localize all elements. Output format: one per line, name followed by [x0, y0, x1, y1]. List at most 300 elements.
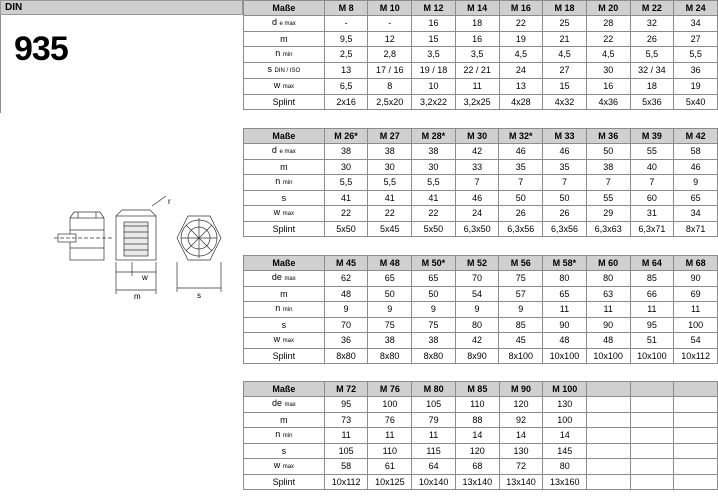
- value-cell: 6,3x56: [499, 222, 543, 237]
- table-header-row: [244, 382, 718, 397]
- value-cell: 24: [455, 206, 499, 222]
- value-cell: 130: [499, 444, 543, 459]
- row-label: s: [281, 319, 287, 330]
- row-label-cell: [244, 206, 325, 222]
- table-row: [244, 79, 718, 95]
- header-size-cell: M 90: [499, 382, 543, 397]
- value-cell: 68: [455, 459, 499, 475]
- row-label-cell: [244, 32, 325, 47]
- table-row: [244, 459, 718, 475]
- value-cell: 120: [455, 444, 499, 459]
- value-cell: 54: [674, 333, 718, 349]
- value-cell: 75: [499, 271, 543, 287]
- header-size-cell: M 48: [368, 256, 412, 271]
- value-cell: 90: [543, 318, 587, 333]
- table-row: [244, 413, 718, 428]
- header-size-cell: M 68: [674, 256, 718, 271]
- value-cell: 24: [499, 63, 543, 79]
- value-cell: 42: [455, 144, 499, 160]
- value-cell: [674, 397, 718, 413]
- value-cell: 4x32: [543, 95, 587, 110]
- value-cell: 11: [368, 428, 412, 444]
- dim-label-w: w: [142, 273, 148, 282]
- value-cell: 26: [630, 32, 674, 47]
- value-cell: 42: [455, 333, 499, 349]
- value-cell: 10x100: [586, 349, 630, 364]
- dim-label-r: r: [168, 197, 171, 206]
- value-cell: 88: [455, 413, 499, 428]
- row-label-subscript: max: [282, 464, 295, 470]
- value-cell: 73: [324, 413, 368, 428]
- value-cell: 5,5: [324, 175, 368, 191]
- header-size-cell: M 22: [630, 1, 674, 16]
- row-label-cell: [244, 428, 325, 444]
- spec-table-1: [243, 0, 718, 110]
- row-label-cell: [244, 271, 325, 287]
- value-cell: 80: [543, 459, 587, 475]
- header-size-cell: M 39: [630, 129, 674, 144]
- row-label-cell: [244, 79, 325, 95]
- value-cell: [674, 444, 718, 459]
- value-cell: [674, 475, 718, 490]
- row-label: de: [271, 272, 282, 282]
- header-size-cell: M 58*: [543, 256, 587, 271]
- row-label-cell: [244, 397, 325, 413]
- table-row: [244, 16, 718, 32]
- value-cell: 29: [586, 206, 630, 222]
- row-label-cell: [244, 413, 325, 428]
- row-label-subscript: DIN / ISO: [274, 68, 301, 74]
- value-cell: 36: [674, 63, 718, 79]
- value-cell: 3,2x22: [412, 95, 456, 110]
- header-size-cell: M 64: [630, 256, 674, 271]
- value-cell: 14: [455, 428, 499, 444]
- value-cell: 10x140: [412, 475, 456, 490]
- value-cell: 10x100: [543, 349, 587, 364]
- value-cell: 5x50: [324, 222, 368, 237]
- header-label-cell: Maße: [244, 1, 325, 16]
- value-cell: 36: [324, 333, 368, 349]
- row-label: d: [271, 145, 277, 155]
- value-cell: [630, 413, 674, 428]
- value-cell: 95: [324, 397, 368, 413]
- header-size-cell: M 50*: [412, 256, 456, 271]
- row-label-subscript: min: [282, 433, 293, 439]
- value-cell: 3,5: [455, 47, 499, 63]
- header-size-cell: M 10: [368, 1, 412, 16]
- value-cell: 90: [586, 318, 630, 333]
- row-label-cell: [244, 63, 325, 79]
- value-cell: 32 / 34: [630, 63, 674, 79]
- value-cell: 34: [674, 16, 718, 32]
- value-cell: 10: [412, 79, 456, 95]
- value-cell: 8x100: [499, 349, 543, 364]
- value-cell: 19: [674, 79, 718, 95]
- header-size-cell: M 30: [455, 129, 499, 144]
- value-cell: 13x160: [543, 475, 587, 490]
- value-cell: 11: [630, 302, 674, 318]
- value-cell: 115: [412, 444, 456, 459]
- value-cell: 30: [368, 160, 412, 175]
- value-cell: 8x80: [324, 349, 368, 364]
- row-label-cell: [244, 222, 325, 237]
- row-label: m: [280, 161, 288, 172]
- header-size-cell: [674, 382, 718, 397]
- value-cell: 11: [412, 428, 456, 444]
- value-cell: 80: [455, 318, 499, 333]
- row-label-cell: [244, 144, 325, 160]
- value-cell: 19 / 18: [412, 63, 456, 79]
- value-cell: 70: [455, 271, 499, 287]
- value-cell: [587, 413, 631, 428]
- din-header: [0, 0, 243, 15]
- row-label-cell: [244, 160, 325, 175]
- value-cell: 27: [543, 63, 587, 79]
- value-cell: 5,5: [674, 47, 718, 63]
- value-cell: 28: [586, 16, 630, 32]
- value-cell: 65: [368, 271, 412, 287]
- value-cell: [674, 428, 718, 444]
- value-cell: 11: [674, 302, 718, 318]
- value-cell: 35: [543, 160, 587, 175]
- value-cell: 13: [324, 63, 368, 79]
- table-row: [244, 144, 718, 160]
- header-size-cell: M 27: [368, 129, 412, 144]
- value-cell: 130: [543, 397, 587, 413]
- row-label-cell: [244, 444, 325, 459]
- value-cell: 63: [586, 287, 630, 302]
- dim-label-m: m: [134, 292, 141, 301]
- header-size-cell: M 24: [674, 1, 718, 16]
- value-cell: 8x80: [412, 349, 456, 364]
- value-cell: 66: [630, 287, 674, 302]
- value-cell: 16: [586, 79, 630, 95]
- row-label-subscript: max: [282, 84, 295, 90]
- value-cell: 30: [324, 160, 368, 175]
- value-cell: 16: [412, 16, 456, 32]
- value-cell: 110: [368, 444, 412, 459]
- value-cell: 7: [630, 175, 674, 191]
- value-cell: [587, 459, 631, 475]
- value-cell: [630, 428, 674, 444]
- header-size-cell: [587, 382, 631, 397]
- value-cell: 65: [543, 287, 587, 302]
- value-cell: 100: [368, 397, 412, 413]
- value-cell: 26: [499, 206, 543, 222]
- value-cell: 30: [586, 63, 630, 79]
- value-cell: 26: [543, 206, 587, 222]
- table-row: [244, 191, 718, 206]
- value-cell: 62: [324, 271, 368, 287]
- value-cell: 48: [586, 333, 630, 349]
- value-cell: 7: [586, 175, 630, 191]
- value-cell: 55: [586, 191, 630, 206]
- header-size-cell: M 76: [368, 382, 412, 397]
- value-cell: [630, 459, 674, 475]
- value-cell: 5x45: [368, 222, 412, 237]
- table-row: [244, 349, 718, 364]
- value-cell: 9: [368, 302, 412, 318]
- header-size-cell: M 28*: [412, 129, 456, 144]
- value-cell: [674, 413, 718, 428]
- value-cell: 5x36: [630, 95, 674, 110]
- value-cell: 9: [412, 302, 456, 318]
- header-size-cell: M 60: [586, 256, 630, 271]
- table-row: [244, 271, 718, 287]
- value-cell: 22: [368, 206, 412, 222]
- header-size-cell: M 26*: [324, 129, 368, 144]
- row-label: de: [271, 398, 282, 408]
- row-label: n: [275, 303, 281, 313]
- value-cell: 38: [324, 144, 368, 160]
- value-cell: -: [324, 16, 368, 32]
- row-label-cell: [244, 475, 325, 490]
- row-label-subscript: min: [282, 180, 293, 186]
- value-cell: 57: [499, 287, 543, 302]
- value-cell: 6,3x56: [543, 222, 587, 237]
- table-header-row: [244, 256, 718, 271]
- row-label-cell: [244, 318, 325, 333]
- row-label: n: [275, 429, 281, 439]
- value-cell: 15: [412, 32, 456, 47]
- value-cell: 58: [674, 144, 718, 160]
- row-label: m: [280, 414, 288, 425]
- value-cell: 2,5: [324, 47, 368, 63]
- header-label-cell: Maße: [244, 129, 325, 144]
- value-cell: 11: [324, 428, 368, 444]
- table-row: [244, 428, 718, 444]
- spec-table-2: [243, 128, 718, 237]
- row-label-subscript: max: [282, 211, 295, 217]
- value-cell: 100: [674, 318, 718, 333]
- value-cell: 2,8: [368, 47, 412, 63]
- value-cell: 8x90: [455, 349, 499, 364]
- value-cell: [630, 397, 674, 413]
- value-cell: 11: [543, 302, 587, 318]
- value-cell: 46: [455, 191, 499, 206]
- table-row: [244, 206, 718, 222]
- header-size-cell: M 33: [543, 129, 587, 144]
- header-size-cell: M 100: [543, 382, 587, 397]
- row-label: d: [271, 17, 277, 27]
- value-cell: 22: [412, 206, 456, 222]
- din-number: 935: [14, 30, 68, 68]
- row-label: Splint: [272, 223, 296, 234]
- table-row: [244, 397, 718, 413]
- value-cell: 38: [368, 144, 412, 160]
- value-cell: 41: [368, 191, 412, 206]
- value-cell: 92: [499, 413, 543, 428]
- value-cell: 4x28: [499, 95, 543, 110]
- value-cell: 13x140: [455, 475, 499, 490]
- value-cell: 41: [412, 191, 456, 206]
- value-cell: 5x50: [412, 222, 456, 237]
- value-cell: 22: [586, 32, 630, 47]
- row-label-subscript: min: [282, 52, 293, 58]
- value-cell: 10x112: [324, 475, 368, 490]
- row-label-cell: [244, 95, 325, 110]
- header-label-cell: Maße: [244, 256, 325, 271]
- table-row: [244, 444, 718, 459]
- value-cell: 90: [674, 271, 718, 287]
- value-cell: [630, 444, 674, 459]
- row-label-subscript: max: [282, 338, 295, 344]
- row-label: w: [273, 334, 281, 344]
- row-label: n: [275, 176, 281, 186]
- value-cell: 33: [455, 160, 499, 175]
- value-cell: 80: [586, 271, 630, 287]
- table-header-row: [244, 1, 718, 16]
- value-cell: 34: [674, 206, 718, 222]
- value-cell: 5,5: [412, 175, 456, 191]
- value-cell: 13x140: [499, 475, 543, 490]
- value-cell: [587, 444, 631, 459]
- value-cell: 75: [412, 318, 456, 333]
- row-label-subscript: max: [284, 276, 296, 282]
- row-label-cell: [244, 191, 325, 206]
- value-cell: 46: [674, 160, 718, 175]
- value-cell: 100: [543, 413, 587, 428]
- row-label: w: [273, 80, 281, 90]
- value-cell: [587, 428, 631, 444]
- header-size-cell: M 14: [455, 1, 499, 16]
- value-cell: [630, 475, 674, 490]
- value-cell: 22: [324, 206, 368, 222]
- header-size-cell: M 42: [674, 129, 718, 144]
- value-cell: 5,5: [368, 175, 412, 191]
- header-size-cell: M 8: [324, 1, 368, 16]
- value-cell: 105: [412, 397, 456, 413]
- value-cell: 18: [630, 79, 674, 95]
- row-label: n: [275, 48, 281, 58]
- table-row: [244, 175, 718, 191]
- header-size-cell: M 56: [499, 256, 543, 271]
- table-row: [244, 333, 718, 349]
- row-label-cell: [244, 16, 325, 32]
- value-cell: 14: [543, 428, 587, 444]
- value-cell: 19: [499, 32, 543, 47]
- value-cell: 6,3x50: [455, 222, 499, 237]
- row-label-subscript: max: [284, 402, 296, 408]
- table-row: [244, 222, 718, 237]
- row-label: s: [267, 64, 273, 74]
- header-size-cell: M 20: [586, 1, 630, 16]
- value-cell: 35: [499, 160, 543, 175]
- value-cell: 50: [368, 287, 412, 302]
- value-cell: 110: [455, 397, 499, 413]
- value-cell: [587, 397, 631, 413]
- value-cell: 11: [455, 79, 499, 95]
- value-cell: -: [368, 16, 412, 32]
- table-row: [244, 318, 718, 333]
- value-cell: 21: [543, 32, 587, 47]
- header-size-cell: M 72: [324, 382, 368, 397]
- value-cell: 60: [630, 191, 674, 206]
- row-label-subscript: min: [282, 307, 293, 313]
- value-cell: 79: [412, 413, 456, 428]
- nut-crown-top: [70, 212, 104, 218]
- value-cell: [587, 475, 631, 490]
- value-cell: 16: [455, 32, 499, 47]
- row-label-cell: [244, 333, 325, 349]
- value-cell: 54: [455, 287, 499, 302]
- value-cell: 50: [499, 191, 543, 206]
- value-cell: 6,3x71: [630, 222, 674, 237]
- value-cell: 25: [543, 16, 587, 32]
- value-cell: 75: [368, 318, 412, 333]
- header-size-cell: M 52: [455, 256, 499, 271]
- value-cell: 50: [543, 191, 587, 206]
- technical-drawing: [50, 196, 240, 306]
- value-cell: 17 / 16: [368, 63, 412, 79]
- value-cell: 3,2x25: [455, 95, 499, 110]
- value-cell: 9: [324, 302, 368, 318]
- table-row: [244, 287, 718, 302]
- value-cell: 3,5: [412, 47, 456, 63]
- row-label-cell: [244, 349, 325, 364]
- value-cell: 9: [455, 302, 499, 318]
- spec-table-3: [243, 255, 718, 364]
- value-cell: 105: [324, 444, 368, 459]
- value-cell: 72: [499, 459, 543, 475]
- value-cell: 85: [499, 318, 543, 333]
- value-cell: 58: [324, 459, 368, 475]
- value-cell: 12: [368, 32, 412, 47]
- header-size-cell: M 12: [412, 1, 456, 16]
- din-label: DIN: [5, 2, 23, 13]
- value-cell: [674, 459, 718, 475]
- value-cell: 38: [368, 333, 412, 349]
- value-cell: 9,5: [324, 32, 368, 47]
- value-cell: 70: [324, 318, 368, 333]
- value-cell: 69: [674, 287, 718, 302]
- table-row: [244, 32, 718, 47]
- row-label-cell: [244, 459, 325, 475]
- value-cell: 38: [412, 333, 456, 349]
- header-size-cell: [630, 382, 674, 397]
- value-cell: 4,5: [586, 47, 630, 63]
- value-cell: 65: [412, 271, 456, 287]
- header-size-cell: M 36: [586, 129, 630, 144]
- value-cell: 32: [630, 16, 674, 32]
- value-cell: 145: [543, 444, 587, 459]
- value-cell: 2,5x20: [368, 95, 412, 110]
- value-cell: 9: [674, 175, 718, 191]
- header-size-cell: M 16: [499, 1, 543, 16]
- row-label: s: [281, 445, 287, 456]
- value-cell: 15: [543, 79, 587, 95]
- value-cell: 9: [499, 302, 543, 318]
- value-cell: 50: [412, 287, 456, 302]
- row-label-subscript: e max: [279, 21, 296, 27]
- left-border: [0, 15, 1, 113]
- value-cell: 8x80: [368, 349, 412, 364]
- value-cell: 18: [455, 16, 499, 32]
- value-cell: 46: [499, 144, 543, 160]
- row-label: s: [281, 192, 287, 203]
- value-cell: 27: [674, 32, 718, 47]
- value-cell: 30: [412, 160, 456, 175]
- value-cell: 38: [412, 144, 456, 160]
- value-cell: 41: [324, 191, 368, 206]
- value-cell: 65: [674, 191, 718, 206]
- spec-table-4: [243, 381, 718, 490]
- header-size-cell: M 18: [543, 1, 587, 16]
- value-cell: 5,5: [630, 47, 674, 63]
- row-label: Splint: [272, 350, 296, 361]
- value-cell: 40: [630, 160, 674, 175]
- value-cell: 50: [586, 144, 630, 160]
